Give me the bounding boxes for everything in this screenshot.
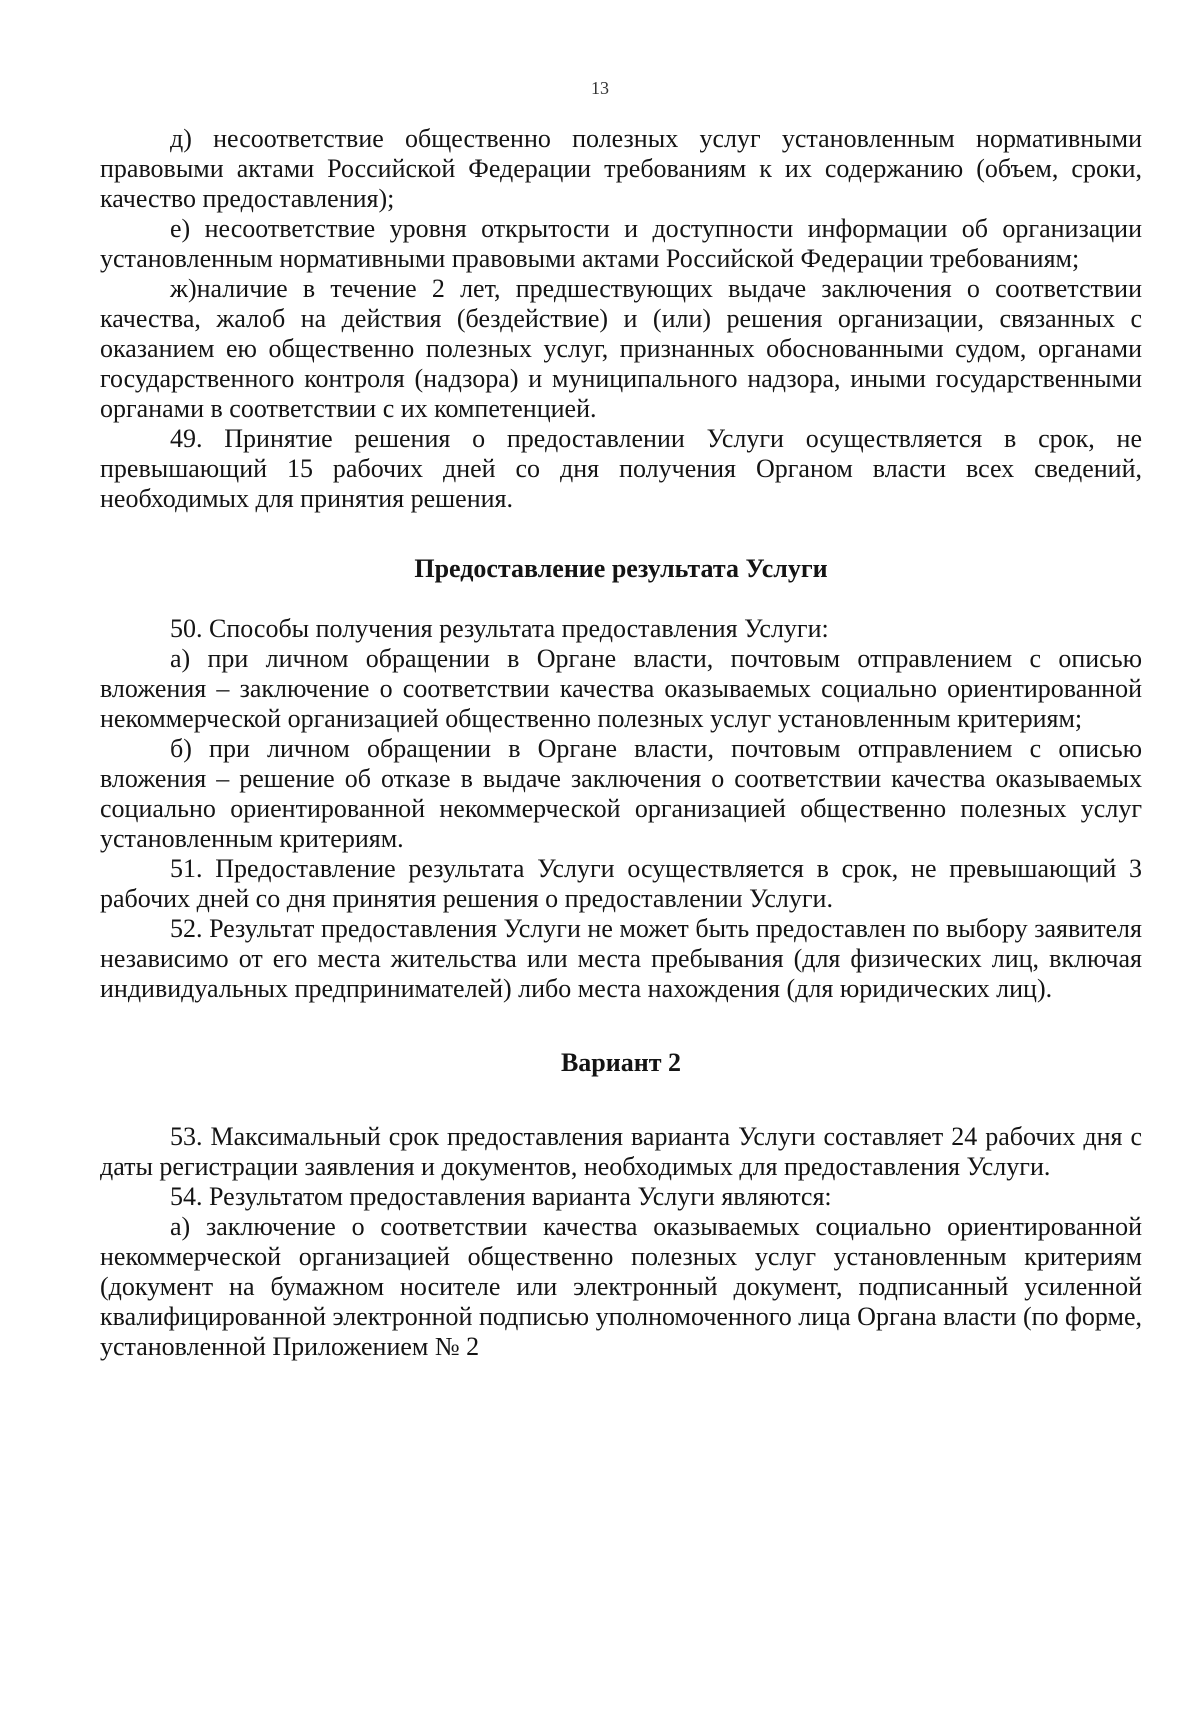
paragraph-50b-refusal: б) при личном обращении в Органе власти, почтовым отправлением с описью вложения – решение об отказе в выдаче заключения о соответствии качества оказываемых социально ориентированной некоммерческой организацией общественно полезных услуг установленным критериям. [100,734,1142,853]
paragraph-52-extraterritorial: 52. Результат предоставления Услуги не может быть предоставлен по выбору заявителя независимо от его места жительства или места пребывания (для физических лиц, включая индивидуальных предпринимателей) либо места нахождения (для юридических лиц). [100,914,1142,1003]
paragraph-54-results: 54. Результатом предоставления варианта Услуги являются: [170,1182,832,1211]
paragraph-54a-conclusion: а) заключение о соответствии качества оказываемых социально ориентированной некоммерческой организацией общественно полезных услуг установленным критериям (документ на бумажном носителе или электронный документ, подписанный усиленной квалифицированной электронной подписью уполномоченного лица Органа власти (по форме, установленной Приложением № 2 [100,1212,1142,1361]
paragraph-51-result-term: 51. Предоставление результата Услуги осуществляется в срок, не превышающий 3 рабочих дней со дня принятия решения о предоставлении Услуги. [100,854,1142,913]
paragraph-53-max-term: 53. Максимальный срок предоставления варианта Услуги составляет 24 рабочих дня с даты регистрации заявления и документов, необходимых для предоставления Услуги. [100,1122,1142,1181]
paragraph-zh-complaints: ж)наличие в течение 2 лет, предшествующих выдаче заключения о соответствии качества, жалоб на действия (бездействие) и (или) решения организации, связанных с оказанием ею общественно полезных услуг, признанных обоснованными судом, органами государственного контроля (надзора) и муниципального надзора, иными государственными органами в соответствии с их компетенцией. [100,274,1142,423]
section-heading-variant-2: Вариант 2 [560,1048,682,1077]
section-heading-result: Предоставление результата Услуги [414,554,828,583]
paragraph-49-decision-term: 49. Принятие решения о предоставлении Услуги осуществляется в срок, не превышающий 15 рабочих дней со дня получения Органом власти всех сведений, необходимых для принятия решения. [100,424,1142,513]
document-body [100,124,1142,1362]
page-number: 13 [591,78,609,98]
paragraph-50-methods: 50. Способы получения результата предоставления Услуги: [170,614,829,643]
paragraph-e-openness: е) несоответствие уровня открытости и доступности информации об организации установленным нормативными правовыми актами Российской Федерации требованиям; [100,214,1142,273]
paragraph-d-noncompliance: д) несоответствие общественно полезных услуг установленным нормативными правовыми актами Российской Федерации требованиям к их содержанию (объем, сроки, качество предоставления); [100,124,1142,213]
paragraph-50a-conclusion: а) при личном обращении в Органе власти, почтовым отправлением с описью вложения – заключение о соответствии качества оказываемых социально ориентированной некоммерческой организацией общественно полезных услуг установленным критериям; [100,644,1142,733]
